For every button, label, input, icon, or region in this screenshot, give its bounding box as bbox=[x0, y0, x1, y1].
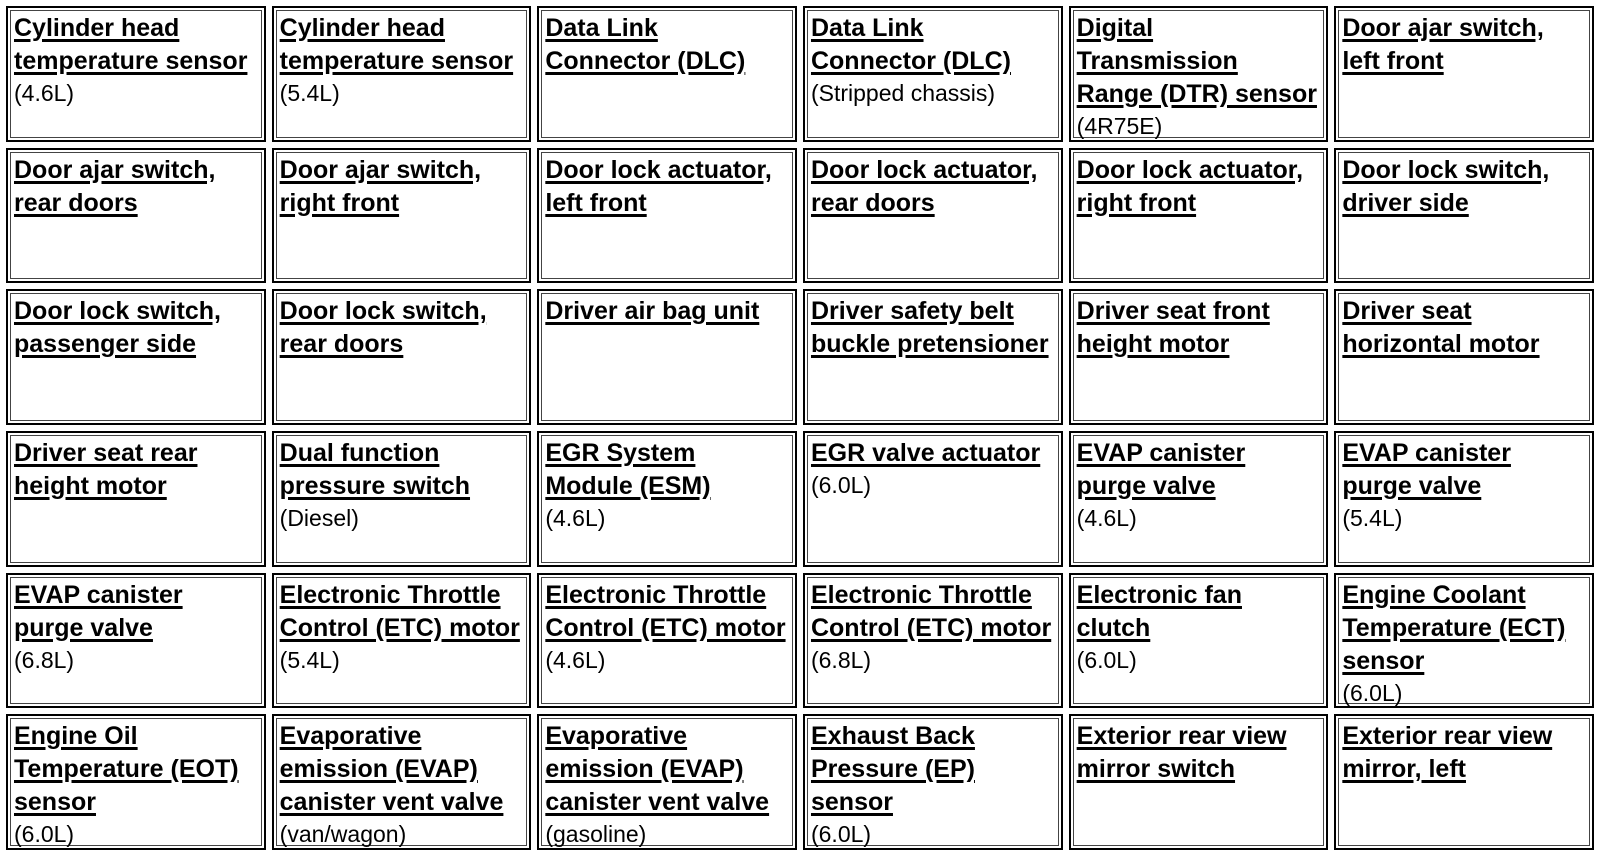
table-cell bbox=[6, 148, 266, 284]
table-cell bbox=[1334, 289, 1594, 425]
component-link[interactable]: Evaporative emission (EVAP) canister vent valve bbox=[545, 722, 770, 817]
component-note: (4.6L) bbox=[14, 80, 75, 106]
component-link[interactable]: Door lock switch, rear doors bbox=[279, 297, 487, 359]
component-link[interactable]: Door lock actuator, rear doors bbox=[810, 155, 1038, 217]
table-cell bbox=[1334, 573, 1594, 709]
component-link[interactable]: Driver seat horizontal motor bbox=[1342, 297, 1540, 359]
table-cell bbox=[1334, 714, 1594, 850]
component-link[interactable]: Electronic Throttle Control (ETC) motor bbox=[545, 580, 786, 642]
component-link[interactable]: EGR System Module (ESM) bbox=[545, 439, 711, 500]
component-note: (5.4L) bbox=[279, 80, 340, 106]
component-note: (4.6L) bbox=[545, 505, 606, 531]
component-note: (6.8L) bbox=[810, 646, 872, 673]
component-link[interactable]: EVAP canister purge valve bbox=[14, 580, 183, 642]
component-link[interactable]: Dual function pressure switch bbox=[279, 439, 471, 500]
component-note: (6.0L) bbox=[810, 821, 872, 848]
component-link[interactable]: EGR valve actuator bbox=[810, 439, 1041, 467]
table-cell bbox=[1334, 431, 1594, 567]
component-link[interactable]: Door lock actuator, left front bbox=[545, 155, 772, 217]
table-cell bbox=[272, 431, 532, 567]
table-cell bbox=[803, 573, 1063, 709]
table-cell bbox=[1069, 289, 1329, 425]
table-cell bbox=[1334, 148, 1594, 284]
component-note: (4.6L) bbox=[1076, 505, 1137, 531]
table-cell bbox=[537, 6, 797, 142]
table-cell bbox=[803, 714, 1063, 850]
component-link[interactable]: Exhaust Back Pressure (EP) sensor bbox=[810, 722, 975, 817]
component-link[interactable]: Door ajar switch, left front bbox=[1342, 14, 1544, 75]
table-cell bbox=[537, 431, 797, 567]
component-note: (6.0L) bbox=[1342, 679, 1403, 706]
component-note: (6.8L) bbox=[14, 646, 75, 673]
component-link[interactable]: EVAP canister purge valve bbox=[1076, 439, 1246, 500]
component-link[interactable]: Driver safety belt buckle pretensioner bbox=[810, 297, 1049, 359]
table-cell bbox=[537, 714, 797, 850]
component-note: (6.0L) bbox=[1076, 646, 1137, 673]
component-note: (van/wagon) bbox=[279, 821, 407, 848]
component-link[interactable]: Data Link Connector (DLC) bbox=[810, 14, 1011, 75]
table-cell bbox=[537, 289, 797, 425]
component-link[interactable]: Cylinder head temperature sensor bbox=[14, 14, 248, 75]
component-note: (Stripped chassis) bbox=[810, 80, 996, 106]
component-note: (5.4L) bbox=[1342, 505, 1403, 531]
table-cell bbox=[803, 431, 1063, 567]
component-link[interactable]: Driver seat front height motor bbox=[1076, 297, 1270, 359]
table-cell bbox=[272, 573, 532, 709]
component-link[interactable]: Engine Coolant Temperature (ECT) sensor bbox=[1342, 580, 1566, 675]
component-link[interactable]: Driver air bag unit bbox=[545, 297, 760, 326]
table-cell bbox=[803, 148, 1063, 284]
table-cell bbox=[1069, 431, 1329, 567]
table-cell bbox=[803, 6, 1063, 142]
table-cell bbox=[272, 289, 532, 425]
component-link[interactable]: Cylinder head temperature sensor bbox=[279, 14, 514, 75]
table-cell bbox=[272, 148, 532, 284]
component-note: (6.0L) bbox=[810, 472, 872, 498]
component-link[interactable]: Engine Oil Temperature (EOT) sensor bbox=[14, 722, 239, 817]
component-link[interactable]: Exterior rear view mirror switch bbox=[1076, 722, 1287, 784]
component-link[interactable]: Exterior rear view mirror, left bbox=[1342, 722, 1553, 784]
table-cell bbox=[1069, 573, 1329, 709]
table-cell bbox=[1069, 6, 1329, 142]
component-link[interactable]: EVAP canister purge valve bbox=[1342, 439, 1511, 500]
component-note: (6.0L) bbox=[14, 821, 75, 848]
component-link[interactable]: Electronic fan clutch bbox=[1076, 580, 1242, 642]
component-note: (4.6L) bbox=[545, 646, 606, 673]
table-cell bbox=[803, 289, 1063, 425]
component-note: (gasoline) bbox=[545, 821, 647, 848]
table-cell bbox=[6, 431, 266, 567]
component-link[interactable]: Door lock switch, driver side bbox=[1342, 155, 1550, 217]
component-link[interactable]: Door lock switch, passenger side bbox=[14, 297, 221, 359]
table-cell bbox=[6, 289, 266, 425]
component-link[interactable]: Door ajar switch, right front bbox=[279, 155, 482, 217]
component-note: (5.4L) bbox=[279, 646, 340, 673]
component-link[interactable]: Electronic Throttle Control (ETC) motor bbox=[810, 580, 1052, 642]
table-cell bbox=[6, 573, 266, 709]
table-cell bbox=[272, 714, 532, 850]
table-cell bbox=[6, 714, 266, 850]
component-link[interactable]: Data Link Connector (DLC) bbox=[545, 14, 746, 75]
component-note: (Diesel) bbox=[279, 505, 359, 531]
component-note: (4R75E) bbox=[1076, 113, 1163, 139]
table-cell bbox=[537, 148, 797, 284]
component-link[interactable]: Door ajar switch, rear doors bbox=[14, 155, 216, 217]
table-cell bbox=[1069, 148, 1329, 284]
component-link[interactable]: Digital Transmission Range (DTR) sensor bbox=[1076, 14, 1317, 108]
component-link[interactable]: Driver seat rear height motor bbox=[14, 439, 198, 500]
component-link[interactable]: Electronic Throttle Control (ETC) motor bbox=[279, 580, 520, 642]
table-cell bbox=[1069, 714, 1329, 850]
table-cell bbox=[272, 6, 532, 142]
table-cell bbox=[537, 573, 797, 709]
table-cell bbox=[6, 6, 266, 142]
table-cell bbox=[1334, 6, 1594, 142]
component-link[interactable]: Evaporative emission (EVAP) canister vent valve bbox=[279, 722, 504, 817]
component-link[interactable]: Door lock actuator, right front bbox=[1076, 155, 1304, 217]
